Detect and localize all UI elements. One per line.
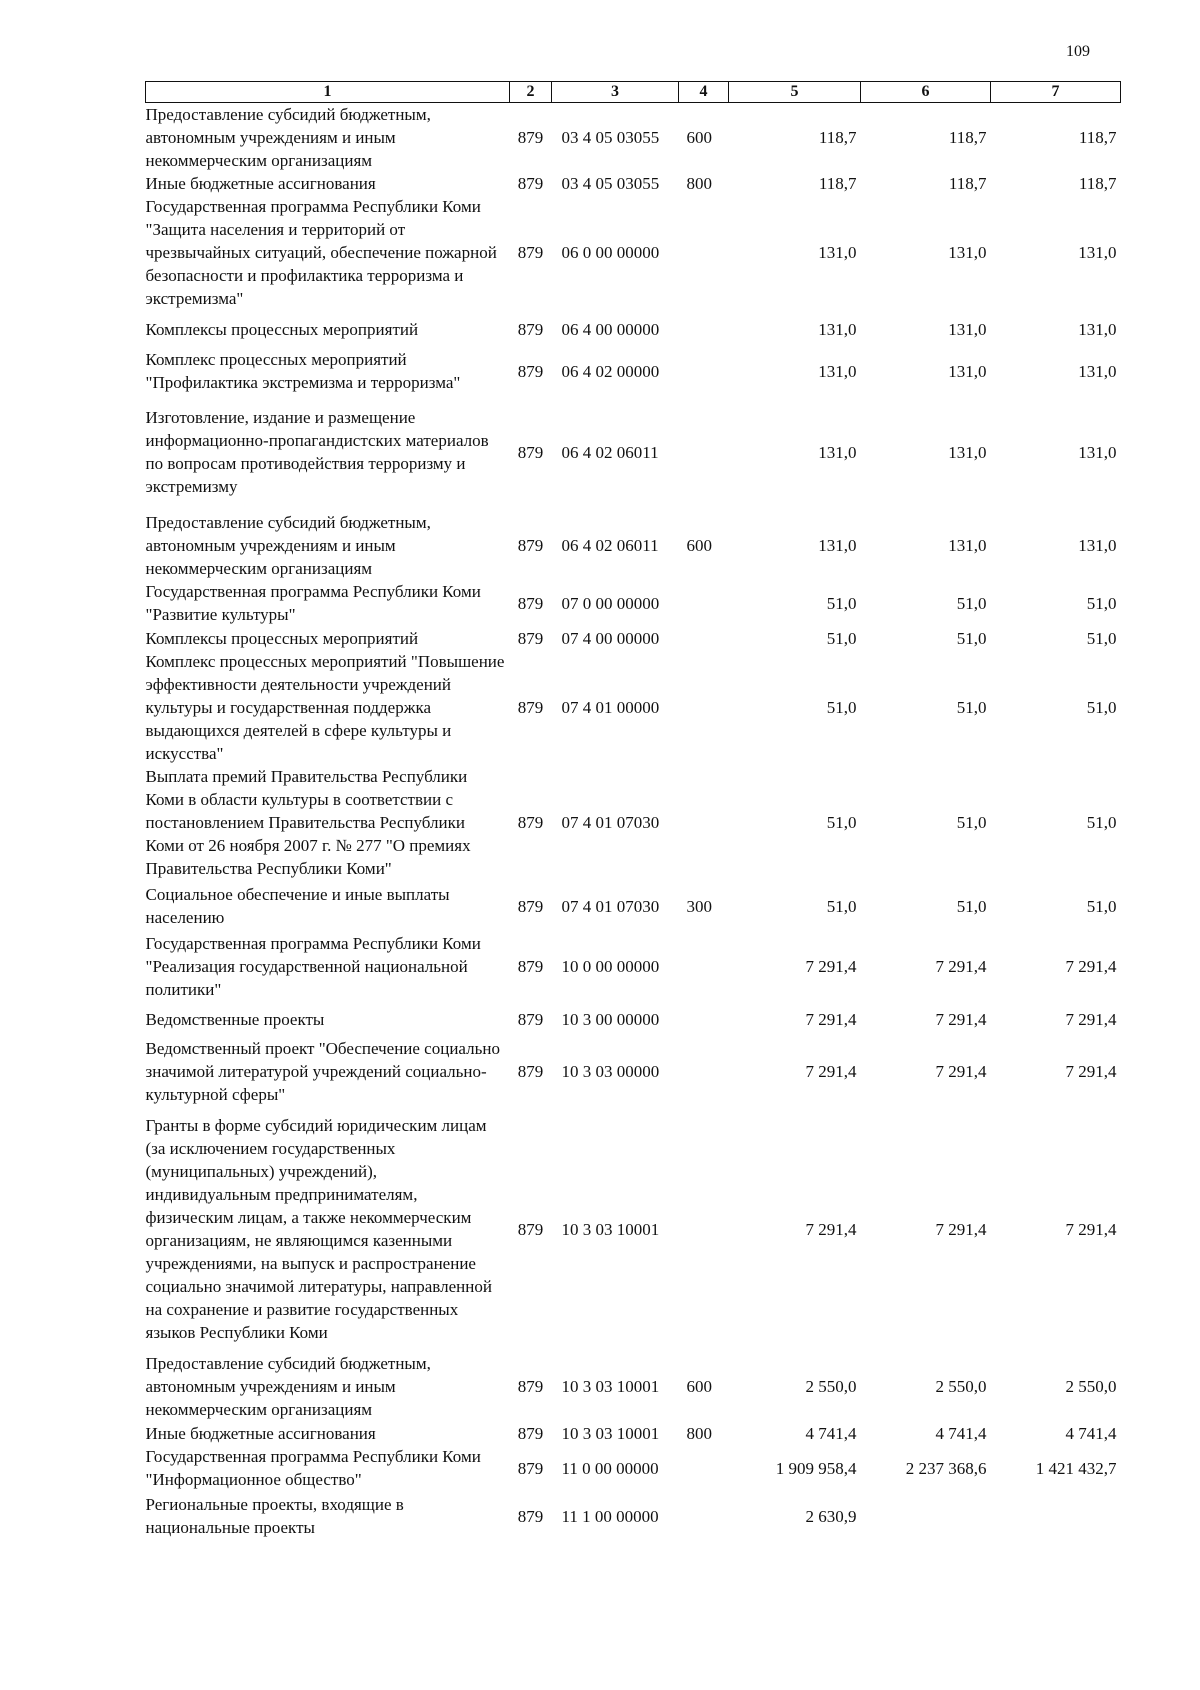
table-row	[146, 1421, 1121, 1445]
row-amount-year-3: 118,7	[1078, 128, 1117, 147]
row-ministry-code: 879	[517, 535, 544, 555]
row-expense-type	[679, 765, 729, 880]
row-amount-year-1: 4 741,4	[805, 1423, 857, 1443]
row-name: Изготовление, издание и размещение информационно-пропагандистских материалов по вопросам противодействия терроризму и экстремизму	[145, 408, 489, 496]
row-expense-type	[679, 1445, 729, 1491]
row-amount-year-3: 131,0	[1078, 319, 1117, 339]
row-ministry-code: 879	[517, 361, 544, 381]
row-name: Ведомственные проекты	[145, 1009, 325, 1029]
row-target-code: 10 0 00 00000	[561, 957, 660, 976]
table-row	[146, 1037, 1121, 1106]
row-amount-year-2: 131,0	[948, 442, 987, 462]
table-row	[146, 172, 1121, 195]
row-expense-type: 800	[686, 1423, 712, 1443]
row-expense-type	[679, 1106, 729, 1352]
row-expense-type: 300	[686, 896, 712, 916]
header-col-7: 7	[991, 82, 1121, 103]
row-target-code: 10 3 03 10001	[561, 1377, 660, 1396]
row-name: Государственная программа Республики Коми "Защита населения и территорий от чрезвычайных ситуаций, обеспечение пожарной безопасности и профилактика терроризма и экстремизма"	[145, 197, 497, 308]
header-col-6: 6	[861, 82, 991, 103]
row-ministry-code: 879	[517, 896, 544, 916]
row-target-code: 07 0 00 00000	[561, 593, 660, 613]
row-name: Региональные проекты, входящие в национальные проекты	[145, 1495, 404, 1537]
row-target-code: 03 4 05 03055	[561, 128, 660, 147]
row-amount-year-1: 51,0	[826, 593, 857, 613]
row-target-code: 10 3 00 00000	[561, 1009, 660, 1029]
row-amount-year-3: 7 291,4	[1065, 1009, 1117, 1029]
row-amount-year-2: 131,0	[948, 243, 987, 262]
row-amount-year-2: 7 291,4	[935, 1009, 987, 1029]
table-row	[146, 348, 1121, 394]
table-row	[146, 765, 1121, 880]
row-target-code: 07 4 01 07030	[561, 813, 660, 832]
row-target-code: 10 3 03 00000	[561, 1062, 660, 1081]
row-ministry-code: 879	[517, 1458, 544, 1478]
row-amount-year-2: 7 291,4	[935, 1219, 987, 1239]
row-target-code: 11 0 00 00000	[561, 1458, 659, 1478]
row-amount-year-1: 131,0	[818, 319, 857, 339]
row-name: Комплекс процессных мероприятий "Повышение эффективности деятельности учреждений культуры и государственная поддержка выдающихся деятелей в сфере культуры и искусства"	[145, 652, 505, 763]
row-amount-year-2: 131,0	[948, 535, 987, 555]
row-amount-year-2: 2 237 368,6	[905, 1458, 987, 1478]
row-target-code: 10 3 03 10001	[561, 1219, 660, 1239]
row-amount-year-3: 131,0	[1078, 361, 1117, 381]
row-ministry-code: 879	[517, 1009, 544, 1029]
row-ministry-code: 879	[517, 1506, 544, 1526]
row-target-code: 07 4 01 00000	[561, 698, 660, 717]
row-amount-year-2: 2 550,0	[935, 1377, 987, 1396]
row-amount-year-3: 51,0	[1086, 593, 1117, 613]
row-target-code: 03 4 05 03055	[561, 174, 660, 193]
row-amount-year-2: 51,0	[956, 628, 987, 648]
table-row	[146, 310, 1121, 348]
page-number: 109	[1066, 43, 1090, 60]
row-ministry-code: 879	[517, 442, 544, 462]
table-row	[146, 1445, 1121, 1491]
row-amount-year-3: 51,0	[1086, 698, 1117, 717]
budget-table	[145, 81, 1121, 1541]
row-amount-year-3: 131,0	[1078, 442, 1117, 462]
row-target-code: 06 4 02 00000	[561, 361, 660, 381]
table-row	[146, 650, 1121, 765]
row-amount-year-3: 4 741,4	[1065, 1423, 1117, 1443]
table-row	[146, 1491, 1121, 1541]
row-amount-year-3: 51,0	[1086, 628, 1117, 648]
row-expense-type: 600	[686, 1377, 712, 1396]
row-expense-type	[679, 1037, 729, 1106]
row-name: Государственная программа Республики Коми "Развитие культуры"	[145, 582, 481, 624]
row-expense-type: 800	[686, 174, 712, 193]
row-name: Комплексы процессных мероприятий	[145, 319, 419, 339]
row-amount-year-1: 131,0	[818, 535, 857, 555]
row-amount-year-3: 1 421 432,7	[1035, 1458, 1117, 1478]
row-expense-type: 600	[686, 128, 712, 147]
row-ministry-code: 879	[517, 1062, 544, 1081]
row-amount-year-3: 51,0	[1086, 813, 1117, 832]
row-amount-year-1: 131,0	[818, 442, 857, 462]
row-name: Гранты в форме субсидий юридическим лицам (за исключением государственных (муниципальных) учреждений), индивидуальным предпринимателям, физическим лицам, а также некоммерческим организациям, не являющимся казенными учреждениями, на выпуск и распространение социально значимой литературы, направленной на сохранение и развитие государственных языков Республики Коми	[145, 1116, 492, 1342]
table-row	[146, 103, 1121, 173]
table-row	[146, 580, 1121, 626]
row-amount-year-3: 2 550,0	[1065, 1377, 1117, 1396]
row-amount-year-1: 118,7	[818, 174, 857, 193]
row-amount-year-1: 51,0	[826, 698, 857, 717]
row-name: Ведомственный проект "Обеспечение социально значимой литературой учреждений социально-культурной сферы"	[145, 1039, 500, 1104]
row-target-code: 06 0 00 00000	[561, 243, 660, 262]
row-amount-year-1: 2 550,0	[805, 1377, 857, 1396]
row-amount-year-2: 7 291,4	[935, 957, 987, 976]
row-expense-type: 600	[686, 535, 712, 555]
row-amount-year-3: 131,0	[1078, 243, 1117, 262]
row-name: Социальное обеспечение и иные выплаты населению	[145, 885, 450, 927]
row-amount-year-3: 7 291,4	[1065, 1219, 1117, 1239]
row-amount-year-3: 7 291,4	[1065, 957, 1117, 976]
row-name: Выплата премий Правительства Республики Коми в области культуры в соответствии с постановлением Правительства Республики Коми от 26 ноября 2007 г. № 277 "О премиях Правительства Республики Коми"	[145, 767, 471, 878]
table-row	[146, 1352, 1121, 1421]
row-ministry-code: 879	[517, 698, 544, 717]
row-expense-type	[679, 650, 729, 765]
row-target-code: 06 4 02 06011	[561, 442, 659, 462]
row-target-code: 10 3 03 10001	[561, 1423, 660, 1443]
row-expense-type	[679, 1491, 729, 1541]
row-amount-year-2: 118,7	[948, 174, 987, 193]
row-amount-year-3: 118,7	[1078, 174, 1117, 193]
row-expense-type	[679, 394, 729, 510]
row-amount-year-1: 51,0	[826, 628, 857, 648]
table-row	[146, 880, 1121, 932]
table-body	[146, 103, 1121, 1542]
row-amount-year-2: 51,0	[956, 896, 987, 916]
row-target-code: 11 1 00 00000	[561, 1506, 659, 1526]
row-amount-year-1: 51,0	[826, 896, 857, 916]
row-ministry-code: 879	[517, 319, 544, 339]
row-amount-year-2: 51,0	[956, 813, 987, 832]
row-amount-year-3: 7 291,4	[1065, 1062, 1117, 1081]
row-amount-year-1: 118,7	[818, 128, 857, 147]
row-expense-type	[679, 626, 729, 650]
row-name: Комплексы процессных мероприятий	[145, 628, 419, 648]
table-row	[146, 932, 1121, 1001]
row-amount-year-1: 2 630,9	[805, 1506, 857, 1526]
row-ministry-code: 879	[517, 957, 544, 976]
row-name: Иные бюджетные ассигнования	[145, 174, 376, 193]
table-row	[146, 1106, 1121, 1352]
row-name: Предоставление субсидий бюджетным, автономным учреждениям и иным некоммерческим организациям	[145, 105, 431, 170]
row-amount-year-2: 4 741,4	[935, 1423, 987, 1443]
header-row	[146, 82, 1121, 103]
row-amount-year-1: 7 291,4	[805, 1219, 857, 1239]
row-name: Комплекс процессных мероприятий "Профилактика экстремизма и терроризма"	[145, 350, 461, 392]
row-amount-year-3: 51,0	[1086, 896, 1117, 916]
row-target-code: 06 4 00 00000	[561, 319, 660, 339]
row-name: Государственная программа Республики Коми "Информационное общество"	[145, 1447, 481, 1489]
header-col-5: 5	[729, 82, 861, 103]
row-expense-type	[679, 932, 729, 1001]
row-amount-year-1: 7 291,4	[805, 1009, 857, 1029]
header-col-1: 1	[146, 82, 510, 103]
row-ministry-code: 879	[517, 174, 544, 193]
row-amount-year-2: 51,0	[956, 698, 987, 717]
row-amount-year-2: 51,0	[956, 593, 987, 613]
table-row	[146, 626, 1121, 650]
table-row	[146, 195, 1121, 310]
row-amount-year-1: 1 909 958,4	[775, 1458, 857, 1478]
header-col-2: 2	[510, 82, 552, 103]
row-amount-year-1: 131,0	[818, 243, 857, 262]
row-name: Предоставление субсидий бюджетным, автономным учреждениям и иным некоммерческим организациям	[145, 1354, 431, 1419]
row-expense-type	[679, 310, 729, 348]
header-col-3: 3	[552, 82, 679, 103]
table-row	[146, 510, 1121, 580]
row-amount-year-2: 7 291,4	[935, 1062, 987, 1081]
row-ministry-code: 879	[517, 128, 544, 147]
row-ministry-code: 879	[517, 813, 544, 832]
table-row	[146, 394, 1121, 510]
row-ministry-code: 879	[517, 628, 544, 648]
row-name: Предоставление субсидий бюджетным, автономным учреждениям и иным некоммерческим организациям	[145, 512, 431, 578]
row-amount-year-3	[991, 1491, 1121, 1541]
row-name: Государственная программа Республики Коми "Реализация государственной национальной политики"	[145, 934, 481, 999]
row-amount-year-2: 131,0	[948, 361, 987, 381]
row-amount-year-2: 118,7	[948, 128, 987, 147]
row-ministry-code: 879	[517, 1219, 544, 1239]
row-ministry-code: 879	[517, 243, 544, 262]
row-expense-type	[679, 580, 729, 626]
row-target-code: 07 4 00 00000	[561, 628, 660, 648]
row-amount-year-2: 131,0	[948, 319, 987, 339]
row-expense-type	[679, 348, 729, 394]
row-ministry-code: 879	[517, 593, 544, 613]
header-col-4: 4	[679, 82, 729, 103]
row-amount-year-1: 7 291,4	[805, 957, 857, 976]
table-header	[146, 82, 1121, 103]
row-ministry-code: 879	[517, 1423, 544, 1443]
row-expense-type	[679, 1001, 729, 1037]
row-amount-year-1: 7 291,4	[805, 1062, 857, 1081]
row-name: Иные бюджетные ассигнования	[145, 1423, 376, 1443]
row-amount-year-3: 131,0	[1078, 535, 1117, 555]
table-row	[146, 1001, 1121, 1037]
row-ministry-code: 879	[517, 1377, 544, 1396]
budget-table-container	[145, 81, 1120, 1541]
row-expense-type	[679, 195, 729, 310]
row-amount-year-1: 131,0	[818, 361, 857, 381]
row-amount-year-2	[861, 1491, 991, 1541]
row-amount-year-1: 51,0	[826, 813, 857, 832]
row-target-code: 06 4 02 06011	[561, 535, 659, 555]
row-target-code: 07 4 01 07030	[561, 896, 660, 916]
